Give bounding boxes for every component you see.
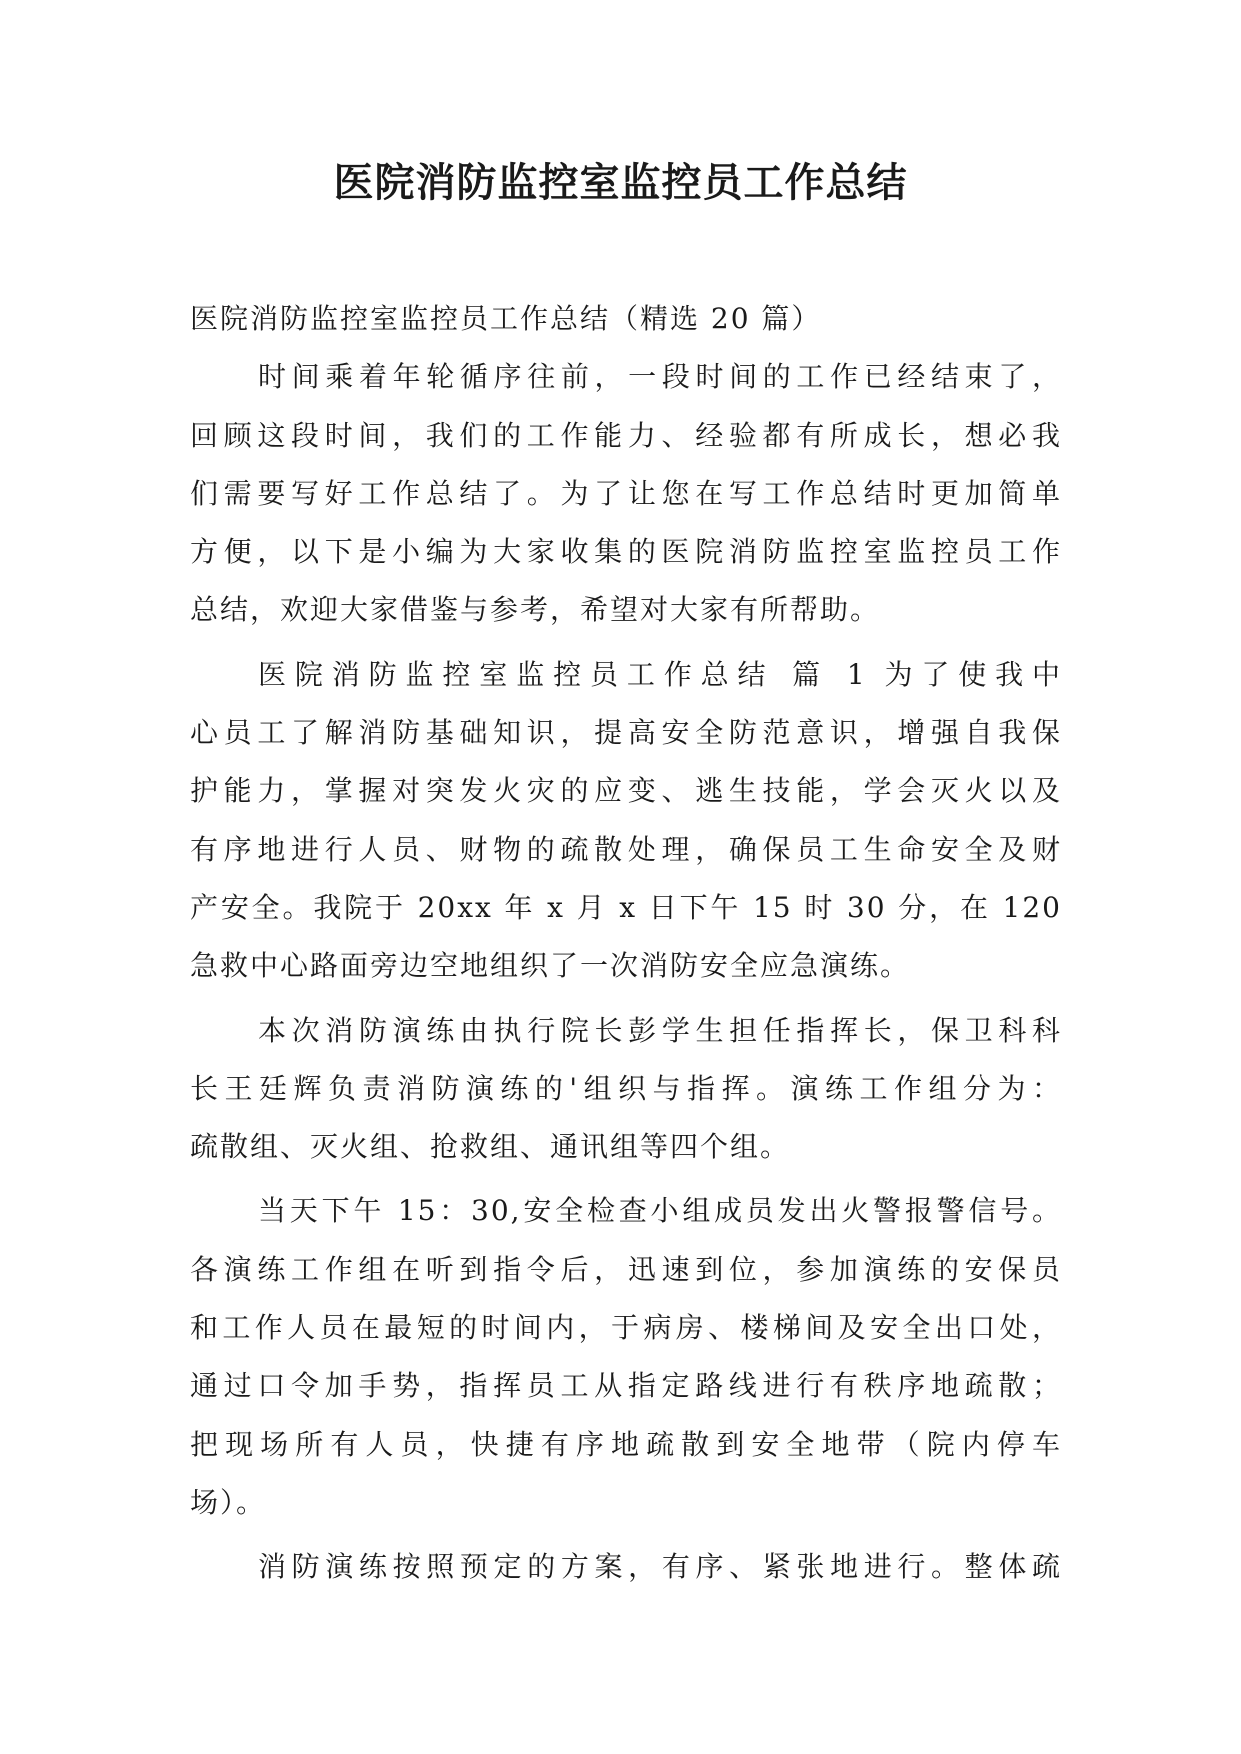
body-line: 场）。 <box>190 1485 267 1519</box>
body-line: 通过口令加手势，指挥员工从指定路线进行有秩序地疏散； <box>190 1369 1062 1403</box>
body-line: 总结，欢迎大家借鉴与参考，希望对大家有所帮助。 <box>190 593 881 627</box>
body-line: 时间乘着年轮循序往前，一段时间的工作已经结束了， <box>258 360 1062 394</box>
body-line: 医院消防监控室监控员工作总结 篇 1 为了使我中 <box>258 657 1062 691</box>
body-line: 方便，以下是小编为大家收集的医院消防监控室监控员工作 <box>190 535 1062 569</box>
body-line: 心员工了解消防基础知识，提高安全防范意识，增强自我保 <box>190 716 1062 750</box>
document-title: 医院消防监控室监控员工作总结 <box>333 160 908 206</box>
body-line: 疏散组、灭火组、抢救组、通讯组等四个组。 <box>190 1130 791 1164</box>
body-line: 医院消防监控室监控员工作总结（精选 20 篇） <box>190 302 822 335</box>
body-line: 和工作人员在最短的时间内，于病房、楼梯间及安全出口处， <box>190 1311 1062 1345</box>
body-line: 消防演练按照预定的方案，有序、紧张地进行。整体疏 <box>258 1550 1062 1584</box>
body-line: 产安全。我院于 20xx 年 x 月 x 日下午 15 时 30 分，在 120 <box>190 890 1062 924</box>
body-line: 把现场所有人员，快捷有序地疏散到安全地带（院内停车 <box>190 1427 1062 1461</box>
body-line: 回顾这段时间，我们的工作能力、经验都有所成长，想必我 <box>190 418 1062 452</box>
body-line: 本次消防演练由执行院长彭学生担任指挥长，保卫科科 <box>258 1013 1062 1047</box>
body-line: 长王廷辉负责消防演练的'组织与指挥。演练工作组分为： <box>190 1071 1062 1105</box>
body-line: 当天下午 15：30,安全检查小组成员发出火警报警信号。 <box>258 1194 1062 1228</box>
body-line: 急救中心路面旁边空地组织了一次消防安全应急演练。 <box>190 949 911 983</box>
document-body <box>190 290 1062 1597</box>
body-line: 们需要写好工作总结了。为了让您在写工作总结时更加简单 <box>190 476 1062 510</box>
body-line: 护能力，掌握对突发火灾的应变、逃生技能，学会灭火以及 <box>190 774 1062 808</box>
body-line: 有序地进行人员、财物的疏散处理，确保员工生命安全及财 <box>190 832 1062 866</box>
body-line: 各演练工作组在听到指令后，迅速到位，参加演练的安保员 <box>190 1252 1062 1286</box>
